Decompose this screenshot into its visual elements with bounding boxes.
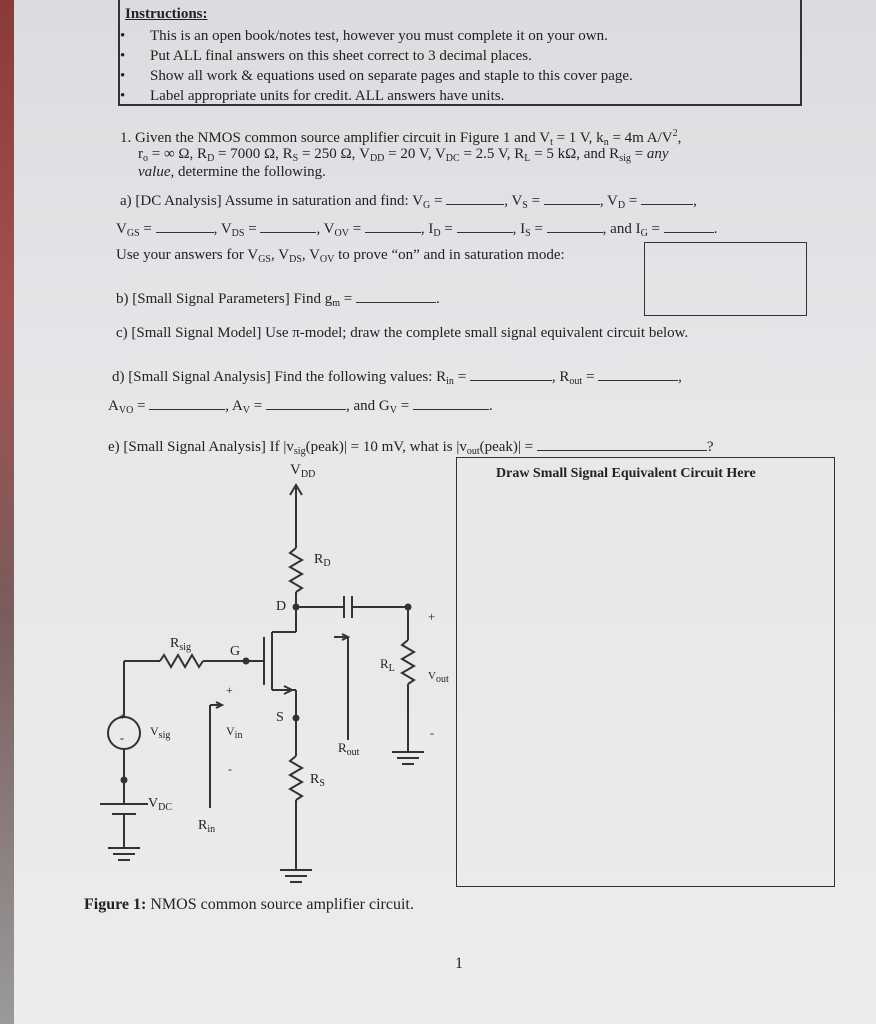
rs-label: $R_S$ [310,772,325,789]
vdc-label: $V_{DC}$ [148,796,173,813]
rsig-label: $R_{sig}$ [170,636,192,653]
drawing-box-title: Draw Small Signal Equivalent Circuit Here [496,466,756,481]
rs-resistor [290,756,302,800]
part-d-line1: d) [Small Signal Analysis] Find the following values: $R_{in}$ = , $R_{out}$ = , [112,366,682,387]
vout-minus: - [430,726,434,740]
vsig-label: $V_{sig}$ [150,724,171,741]
vdd-label: $V_{DD}$ [290,462,316,480]
part-b-line: b) [Small Signal Parameters] Find $g_m$ = . [116,288,440,309]
rin-label: $R_{in}$ [198,818,216,835]
gate-label: G [230,644,241,659]
part-a-prove-line: Use your answers for $V_{GS}$, $V_{DS}$, $V_{OV}$ to prove “on” and in saturation mode: [116,247,565,265]
vout-plus: + [428,609,436,624]
part-e-line: e) [Small Signal Analysis] If $|v_{sig}(peak)| = 10$ mV, what is $|v_{out}(peak)|$ = ? [108,436,714,457]
rsig-resistor [160,655,203,667]
page-number: 1 [455,955,463,972]
part-c-line: c) [Small Signal Model] Use π-model; draw the complete small signal equivalent circuit below. [116,325,689,341]
instructions-title: Instructions: [125,6,208,22]
instruction-item: • Show all work & equations used on separate pages and staple to this cover page. [120,68,633,84]
problem-intro-line2: $r_o$ = ∞ Ω, $R_D = 7000$ Ω, $R_S = 250$ Ω, $V_{DD} = 20$ V, $V_{DC} = 2.5$ V, $R_L = 5$ kΩ, and $R_{sig}$ = any [138,146,669,164]
instruction-item: • Put ALL final answers on this sheet correct to 3 decimal places. [120,48,532,64]
source-label: S [276,710,284,725]
gate-node [244,659,249,664]
rl-label: $R_L$ [380,656,395,674]
figure-caption: Figure 1: NMOS common source amplifier circuit. [84,896,414,913]
rd-label: $R_D$ [314,552,331,569]
problem-intro-line3: value, determine the following. [138,164,326,180]
vout-label: Vout [428,670,449,685]
rout-label: $R_{out}$ [338,740,360,758]
vsig-minus: - [120,731,124,745]
vsig-plus: + [119,711,126,723]
vin-minus: - [228,762,232,776]
rl-resistor [402,640,414,684]
rd-resistor [290,548,302,592]
instruction-item: • Label appropriate units for credit. ALL answers have units. [120,88,505,104]
vin-label: $V_{in}$ [226,724,243,741]
part-a-line2: $V_{GS}$ = , $V_{DS}$ = , $V_{OV}$ = , $I_D$ = , $I_S$ = , and $I_G$ = . [116,218,718,239]
part-a-line1: a) [DC Analysis] Assume in saturation and find: $V_G$ = , $V_S$ = , $V_D$ = , [120,190,697,211]
part-d-line2: $A_{VO}$ = , $A_V$ = , and $G_V$ = . [108,395,493,416]
drain-label: D [276,599,287,614]
vin-plus: + [226,683,233,697]
problem-intro-line1: 1. Given the NMOS common source amplifier circuit in Figure 1 and $V_t = 1$ V, $k_n = 4m$ $A/V^2$, [120,128,682,148]
instruction-item: • This is an open book/notes test, however you must complete it on your own. [120,28,608,44]
